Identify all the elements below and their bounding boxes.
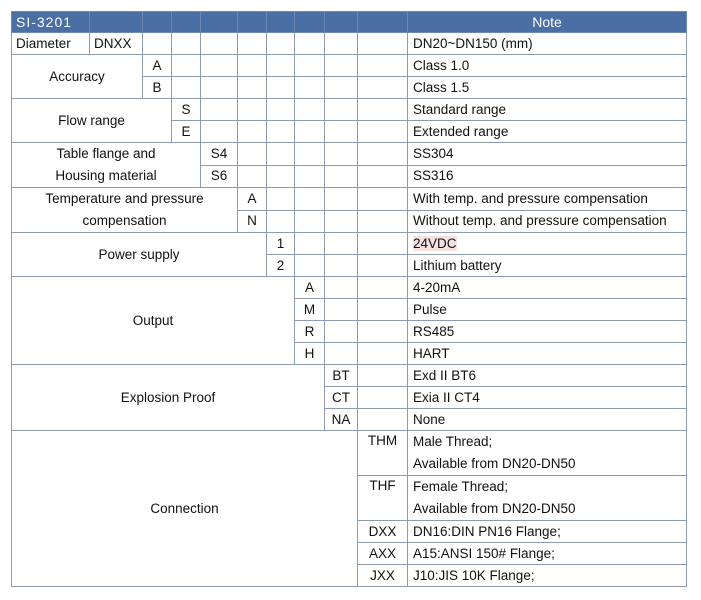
accuracy-note-a: Class 1.0 xyxy=(408,55,687,77)
power-note-1-text: 24VDC xyxy=(413,235,457,251)
note-header: Note xyxy=(408,12,687,33)
output-note-a: 4-20mA xyxy=(408,277,687,299)
output-code-a: A xyxy=(295,277,325,299)
diameter-note: DN20~DN150 (mm) xyxy=(408,33,687,55)
diameter-label: Diameter xyxy=(12,33,90,55)
temp-label-line-2: compensation xyxy=(82,213,167,228)
flow-note-s: Standard range xyxy=(408,99,687,121)
diameter-code: DNXX xyxy=(90,33,143,55)
accuracy-code-a: A xyxy=(143,55,172,77)
connection-code-thm: THM xyxy=(358,431,408,476)
flange-label-line-2: Housing material xyxy=(55,168,157,183)
explosion-note-bt: Exd II BT6 xyxy=(408,365,687,387)
temp-code-a: A xyxy=(238,188,267,211)
flange-note-s6: SS316 xyxy=(408,165,687,188)
table-header xyxy=(12,12,687,33)
flange-note-s4: SS304 xyxy=(408,143,687,166)
output-code-r: R xyxy=(295,321,325,343)
temp-compensation-label xyxy=(12,188,238,233)
accuracy-note-b: Class 1.5 xyxy=(408,77,687,99)
temp-note-n: Without temp. and pressure compensation xyxy=(408,210,687,233)
output-label: Output xyxy=(12,277,295,365)
connection-note-axx: A15:ANSI 150# Flange; xyxy=(408,543,687,565)
explosion-proof-label: Explosion Proof xyxy=(12,365,325,431)
output-note-h: HART xyxy=(408,343,687,365)
connection-note-jxx: J10:JIS 10K Flange; xyxy=(408,565,687,587)
accuracy-label: Accuracy xyxy=(12,55,143,99)
connection-note-thf-line-1: Female Thread; xyxy=(413,479,509,494)
accuracy-code-b: B xyxy=(143,77,172,99)
output-code-h: H xyxy=(295,343,325,365)
output-code-m: M xyxy=(295,299,325,321)
explosion-code-na: NA xyxy=(325,409,358,431)
connection-note-thm xyxy=(408,431,687,476)
table-row xyxy=(12,55,687,77)
connection-note-thm-line-1: Male Thread; xyxy=(413,434,493,449)
power-note-1 xyxy=(408,233,687,255)
connection-code-thf: THF xyxy=(358,476,408,521)
connection-note-thf-line-2: Available from DN20-DN50 xyxy=(413,501,576,516)
connection-code-jxx: JXX xyxy=(358,565,408,587)
connection-note-dxx: DN16:DIN PN16 Flange; xyxy=(408,521,687,543)
temp-label-line-1: Temperature and pressure xyxy=(45,191,204,206)
connection-code-dxx: DXX xyxy=(358,521,408,543)
table-row xyxy=(12,431,687,476)
model-selection-table xyxy=(11,11,687,587)
connection-note-thf xyxy=(408,476,687,521)
temp-note-a: With temp. and pressure compensation xyxy=(408,188,687,211)
flange-material-label xyxy=(12,143,201,188)
flange-code-s4: S4 xyxy=(201,143,238,166)
connection-note-thm-line-2: Available from DN20-DN50 xyxy=(413,456,576,471)
flange-code-s6: S6 xyxy=(201,165,238,188)
output-note-m: Pulse xyxy=(408,299,687,321)
explosion-note-na: None xyxy=(408,409,687,431)
flow-code-s: S xyxy=(172,99,201,121)
table-row xyxy=(12,33,687,55)
table-row xyxy=(12,99,687,121)
explosion-note-ct: Exia II CT4 xyxy=(408,387,687,409)
table-row xyxy=(12,188,687,211)
explosion-code-bt: BT xyxy=(325,365,358,387)
connection-code-axx: AXX xyxy=(358,543,408,565)
flow-code-e: E xyxy=(172,121,201,143)
power-code-1: 1 xyxy=(267,233,295,255)
flow-range-label: Flow range xyxy=(12,99,172,143)
power-supply-label: Power supply xyxy=(12,233,267,277)
output-note-r: RS485 xyxy=(408,321,687,343)
connection-label: Connection xyxy=(12,431,358,587)
flow-note-e: Extended range xyxy=(408,121,687,143)
table-row xyxy=(12,277,687,299)
flange-label-line-1: Table flange and xyxy=(56,146,156,161)
power-code-2: 2 xyxy=(267,255,295,277)
table-row xyxy=(12,365,687,387)
power-note-2: Lithium battery xyxy=(408,255,687,277)
table-row xyxy=(12,143,687,166)
table-row xyxy=(12,233,687,255)
explosion-code-ct: CT xyxy=(325,387,358,409)
model-code: SI-3201 xyxy=(12,12,90,33)
temp-code-n: N xyxy=(238,210,267,233)
